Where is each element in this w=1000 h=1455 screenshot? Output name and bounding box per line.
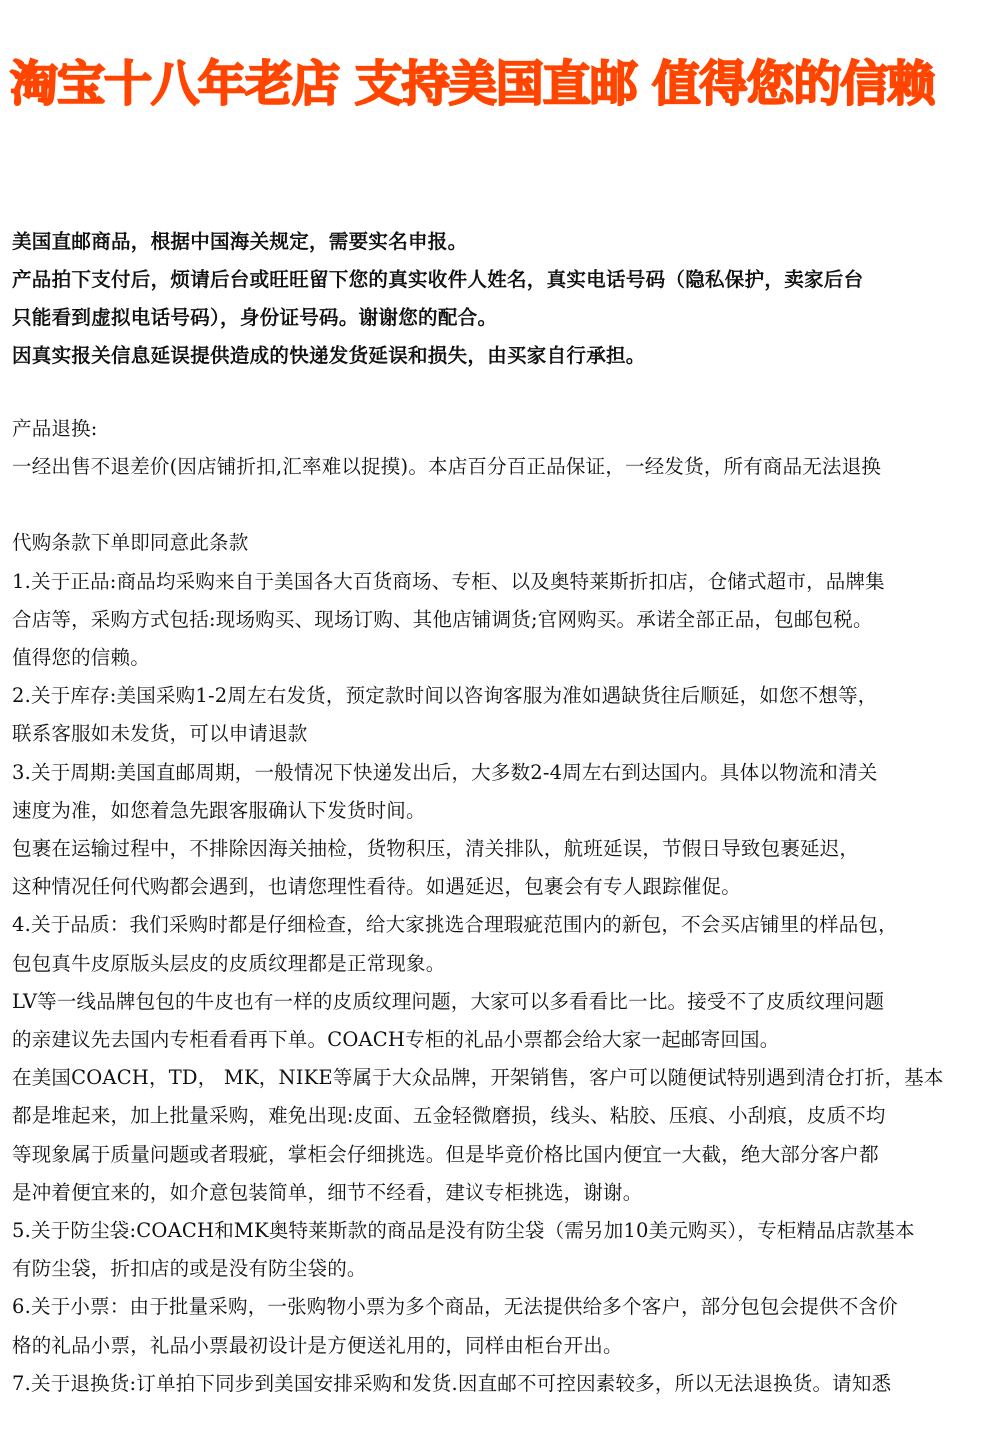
- terms-line: 在美国COACH，TD， MK，NIKE等属于大众品牌，开架销售，客户可以随便试特别遇到清仓打折，基本: [12, 1066, 944, 1090]
- terms-line: 的亲建议先去国内专柜看看再下单。COACH专柜的礼品小票都会给大家一起邮寄回国。: [12, 1028, 780, 1052]
- terms-line: 3.关于周期:美国直邮周期，一般情况下快递发出后，大多数2-4周左右到达国内。具体以物流和清关: [12, 760, 878, 784]
- notice-line: 只能看到虚拟电话号码），身份证号码。谢谢您的配合。: [12, 306, 498, 329]
- terms-line: 合店等，采购方式包括:现场购买、现场订购、其他店铺调货;官网购买。承诺全部正品，包邮包税。: [12, 607, 873, 631]
- notice-line: 美国直邮商品，根据中国海关规定，需要实名申报。: [12, 230, 468, 253]
- terms-line: 都是堆起来，加上批量采购，难免出现:皮面、五金轻微磨损，线头、粘胶、压痕、小刮痕，皮质不均: [12, 1104, 886, 1128]
- returns-line: 一经出售不退差价(因店铺折扣,汇率难以捉摸)。本店百分百正品保证，一经发货，所有商品无法退换: [12, 455, 882, 479]
- terms-line: 5.关于防尘袋:COACH和MK奥特莱斯款的商品是没有防尘袋（需另加10美元购买），专柜精品店款基本: [12, 1219, 915, 1243]
- terms-line: 格的礼品小票，礼品小票最初设计是方便送礼用的，同样由柜台开出。: [12, 1333, 623, 1357]
- terms-line: 这种情况任何代购都会遇到，也请您理性看待。如遇延迟，包裹会有专人跟踪催促。: [12, 875, 741, 899]
- terms-line: 4.关于品质：我们采购时都是仔细检查，给大家挑选合理瑕疵范围内的新包，不会买店铺里的样品包，: [12, 913, 898, 937]
- terms-line: 速度为准，如您着急先跟客服确认下发货时间。: [12, 798, 426, 822]
- notice-line: 产品拍下支付后，烦请后台或旺旺留下您的真实收件人姓名，真实电话号码（隐私保护，卖家后台: [12, 268, 864, 291]
- customs-notice: [12, 223, 988, 375]
- terms-line: 值得您的信赖。: [12, 646, 150, 670]
- terms-line: 包裹在运输过程中，不排除因海关抽检，货物积压，清关排队，航班延误，节假日导致包裹延迟，: [12, 837, 860, 861]
- terms-heading: 代购条款下单即同意此条款: [12, 531, 249, 555]
- terms-line: 等现象属于质量问题或者瑕疵，掌柜会仔细挑选。但是毕竟价格比国内便宜一大截，绝大部分客户都: [12, 1142, 879, 1166]
- terms-line: 有防尘袋，折扣店的或是没有防尘袋的。: [12, 1257, 367, 1281]
- section-gap: [12, 486, 988, 524]
- terms-line: 联系客服如未发货，可以申请退款: [12, 722, 308, 746]
- terms-line: 7.关于退换货:订单拍下同步到美国安排采购和发货.因直邮不可控因素较多，所以无法退换货。请知悉: [12, 1371, 892, 1395]
- terms-line: 1.关于正品:商品均采购来自于美国各大百货商场、专柜、以及奥特莱斯折扣店，仓储式超市，品牌集: [12, 569, 885, 593]
- terms-line: 是冲着便宜来的，如介意包装简单，细节不经看，建议专柜挑选，谢谢。: [12, 1180, 643, 1204]
- shop-banner-title: 淘宝十八年老店 支持美国直邮 值得您的信赖: [10, 56, 935, 112]
- notice-line: 因真实报关信息延误提供造成的快递发货延误和损失，由买家自行承担。: [12, 344, 646, 367]
- terms-line: 6.关于小票：由于批量采购，一张购物小票为多个商品，无法提供给多个客户，部分包包会提供不含价: [12, 1295, 898, 1319]
- returns-heading: 产品退换:: [12, 417, 98, 440]
- policy-text: [12, 410, 988, 1403]
- terms-line: 包包真牛皮原版头层皮的皮质纹理都是正常现象。: [12, 951, 446, 975]
- terms-line: 2.关于库存:美国采购1-2周左右发货，预定款时间以咨询客服为准如遇缺货往后顺延，如您不想等，: [12, 684, 878, 708]
- terms-line: LV等一线品牌包包的牛皮也有一样的皮质纹理问题，大家可以多看看比一比。接受不了皮质纹理问题: [12, 989, 885, 1013]
